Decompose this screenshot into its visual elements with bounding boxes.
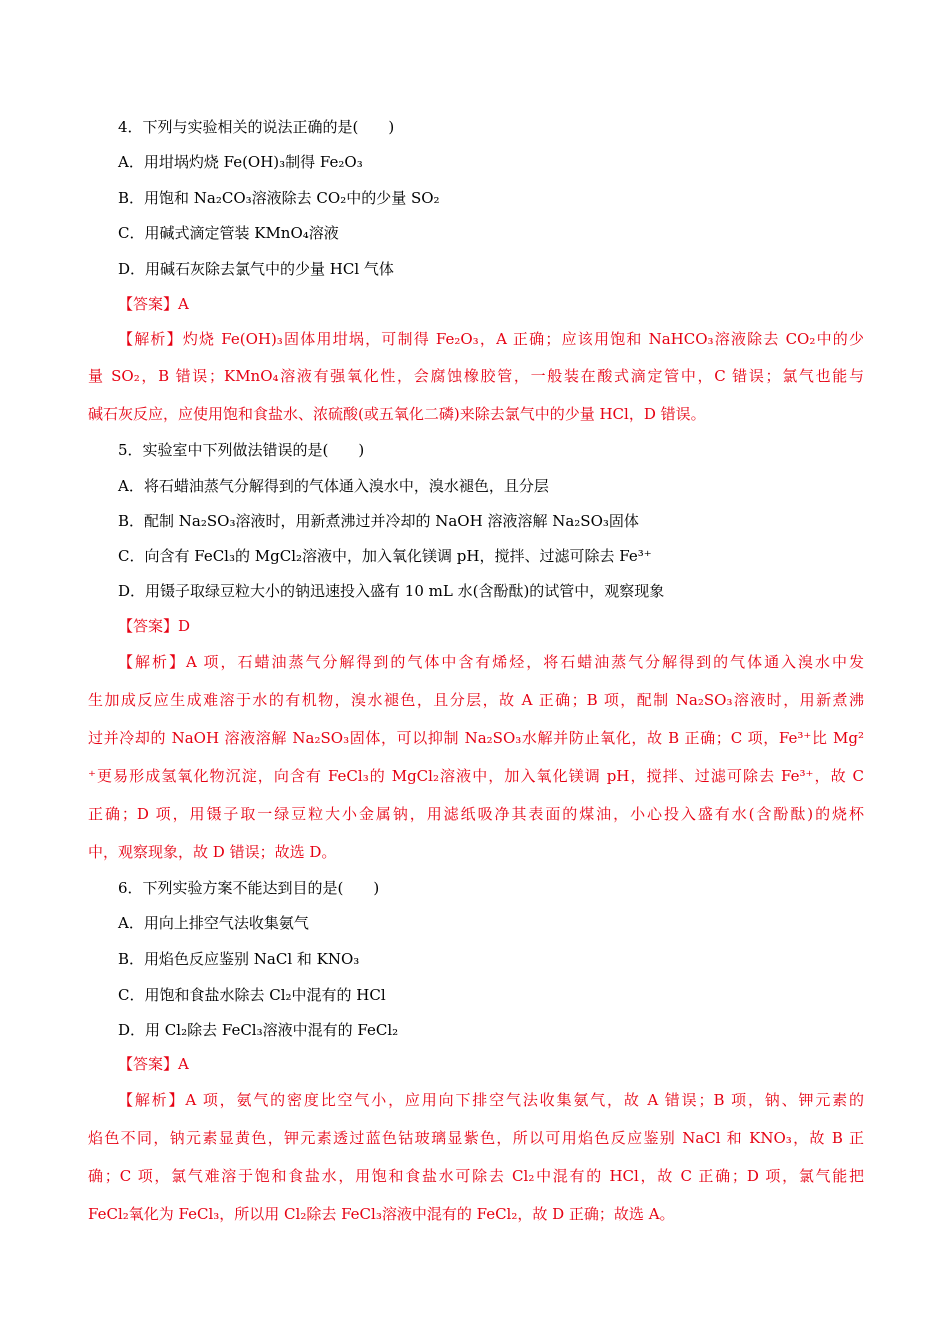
question-5-option-a: A．将石蜡油蒸气分解得到的气体通入溴水中，溴水褪色，且分层 [118,477,549,495]
question-5-analysis-line-3: 过并冷却的 NaOH 溶液溶解 Na₂SO₃固体，可以抑制 Na₂SO₃水解并防止氧化，故 B 正确；C 项，Fe³⁺比 Mg² [88,729,864,747]
question-5-option-d: D．用镊子取绿豆粒大小的钠迅速投入盛有 10 mL 水(含酚酞)的试管中，观察现象 [118,582,665,600]
question-4-option-b: B．用饱和 Na₂CO₃溶液除去 CO₂中的少量 SO₂ [118,189,440,207]
question-6-stem: 6．下列实验方案不能达到目的是( ) [118,879,380,897]
question-6-option-c: C．用饱和食盐水除去 Cl₂中混有的 HCl [118,986,386,1004]
question-5-option-c: C．向含有 FeCl₃的 MgCl₂溶液中，加入氧化镁调 pH，搅拌、过滤可除去 Fe³⁺ [118,547,652,565]
question-4-option-c: C．用碱式滴定管装 KMnO₄溶液 [118,224,339,242]
question-4-option-a: A．用坩埚灼烧 Fe(OH)₃制得 Fe₂O₃ [118,153,363,171]
question-6-analysis-line-1: 【解析】A 项，氨气的密度比空气小，应用向下排空气法收集氨气，故 A 错误；B 项，钠、钾元素的 [118,1091,864,1109]
question-5-analysis-line-1: 【解析】A 项，石蜡油蒸气分解得到的气体中含有烯烃，将石蜡油蒸气分解得到的气体通入溴水中发 [118,653,864,671]
question-4-analysis-line-1: 【解析】灼烧 Fe(OH)₃固体用坩埚，可制得 Fe₂O₃，A 正确；应该用饱和 NaHCO₃溶液除去 CO₂中的少 [118,330,864,348]
question-6-option-a: A．用向上排空气法收集氨气 [118,914,309,932]
question-5-option-b: B．配制 Na₂SO₃溶液时，用新煮沸过并冷却的 NaOH 溶液溶解 Na₂SO₃固体 [118,512,639,530]
question-5-analysis-line-4: ⁺更易形成氢氧化物沉淀，向含有 FeCl₃的 MgCl₂溶液中，加入氧化镁调 pH，搅拌、过滤可除去 Fe³⁺，故 C [88,767,864,785]
question-6-analysis-line-4: FeCl₂氧化为 FeCl₃，所以用 Cl₂除去 FeCl₃溶液中混有的 FeCl₂，故 D 正确；故选 A。 [88,1205,675,1223]
question-5-analysis-line-2: 生加成反应生成难溶于水的有机物，溴水褪色，且分层，故 A 正确；B 项，配制 Na₂SO₃溶液时，用新煮沸 [88,691,864,709]
question-4-option-d: D．用碱石灰除去氯气中的少量 HCl 气体 [118,260,394,278]
question-5-answer: 【答案】D [118,617,191,635]
question-4-analysis-line-2: 量 SO₂，B 错误；KMnO₄溶液有强氧化性，会腐蚀橡胶管，一般装在酸式滴定管中，C 错误；氯气也能与 [88,367,864,385]
question-6-analysis-line-3: 确；C 项，氯气难溶于饱和食盐水，用饱和食盐水可除去 Cl₂中混有的 HCl，故 C 正确；D 项，氯气能把 [88,1167,864,1185]
question-5-analysis-line-5: 正确；D 项，用镊子取一绿豆粒大小金属钠，用滤纸吸净其表面的煤油，小心投入盛有水(含酚酞)的烧杯 [88,805,864,823]
question-4-answer: 【答案】A [118,295,189,313]
question-5-analysis-line-6: 中，观察现象，故 D 错误；故选 D。 [88,843,337,861]
question-6-analysis-line-2: 焰色不同，钠元素显黄色，钾元素透过蓝色钴玻璃显紫色，所以可用焰色反应鉴别 NaCl 和 KNO₃，故 B 正 [88,1129,864,1147]
question-6-option-d: D．用 Cl₂除去 FeCl₃溶液中混有的 FeCl₂ [118,1021,399,1039]
question-6-option-b: B．用焰色反应鉴别 NaCl 和 KNO₃ [118,950,360,968]
question-6-answer: 【答案】A [118,1055,189,1073]
question-4-stem: 4．下列与实验相关的说法正确的是( ) [118,118,395,136]
question-5-stem: 5．实验室中下列做法错误的是( ) [118,441,365,459]
question-4-analysis-line-3: 碱石灰反应，应使用饱和食盐水、浓硫酸(或五氧化二磷)来除去氯气中的少量 HCl，D 错误。 [88,405,706,423]
